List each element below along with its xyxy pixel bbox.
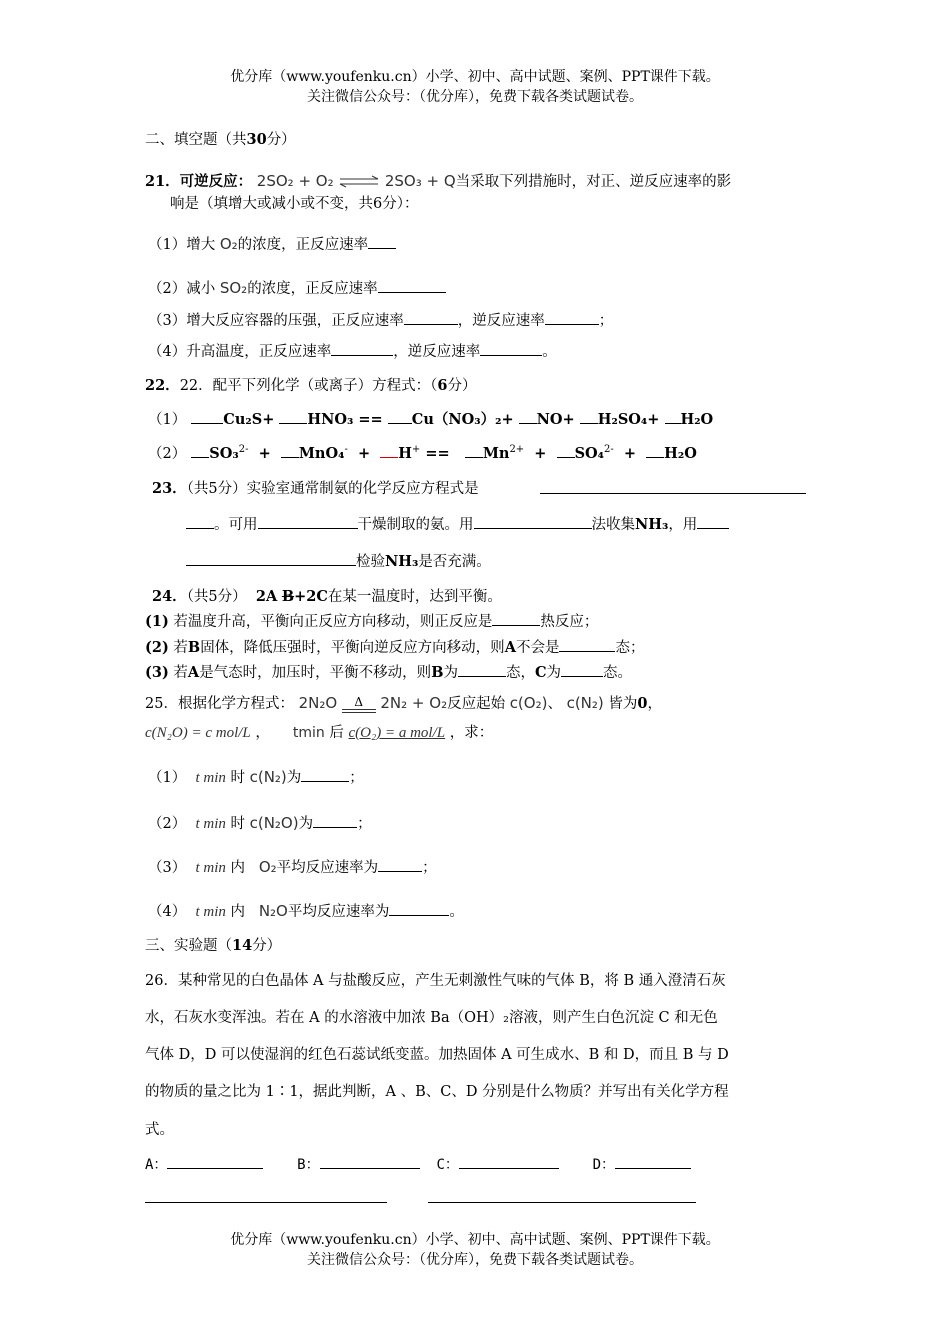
reversible-arrow-icon	[338, 175, 380, 189]
q25-item-2: （2） t min 时 c(N₂O)为 ；	[148, 814, 372, 832]
answer-blank[interactable]	[378, 870, 422, 872]
q23-line-3: 检验NH₃是否充满。	[186, 550, 491, 571]
answer-blank[interactable]	[167, 1167, 263, 1169]
footer-line-2: 关注微信公众号：（优分库），免费下载各类试题试卷。	[307, 1252, 643, 1268]
q26-line-1: 26．某种常见的白色晶体 A 与盐酸反应，产生无刺激性气味的气体 B，将 B 通入澄清石灰	[145, 973, 726, 989]
q25-stem-line-2: c(N₂O) = c mol/L ， tmin 后 c(O₂) = a mol/L ，求：	[145, 725, 494, 741]
answer-blank[interactable]	[540, 492, 806, 494]
answer-label-d: D：	[592, 1157, 616, 1173]
answer-blank[interactable]	[615, 1167, 691, 1169]
answer-label-a: A：	[145, 1157, 168, 1173]
q23-line-1: 23．（共5分）实验室通常制氨的化学反应方程式是	[152, 480, 479, 497]
answer-blank[interactable]	[389, 914, 449, 916]
answer-blank[interactable]	[404, 323, 458, 325]
q21-item-4: （4）升高温度，正反应速率 ，逆反应速率 。	[148, 344, 557, 360]
q24-item-1: (1) 若温度升高，平衡向正反应方向移动，则正反应是 热反应；	[145, 613, 599, 630]
q24-stem: 24．（共5分） 2A B+2C在某一温度时，达到平衡。	[152, 588, 502, 605]
answer-blank[interactable]	[459, 1167, 559, 1169]
answer-label-c: C：	[436, 1157, 459, 1173]
answer-blank[interactable]	[301, 780, 349, 782]
q21-equation-right: 2SO₃ + Q	[384, 172, 456, 190]
answer-blank[interactable]	[313, 826, 357, 828]
q25-item-3: （3） t min 内 O₂平均反应速率为 ；	[148, 858, 437, 876]
q26-line-3: 气体 D，D 可以使湿润的红色石蕊试纸变蓝。加热固体 A 可生成水、B 和 D，而且 B 与 D	[145, 1047, 729, 1063]
heat-arrow-icon: Δ	[342, 696, 376, 713]
q25-item-1: （1） t min 时 c(N₂)为 ；	[148, 768, 364, 786]
answer-blank[interactable]	[368, 247, 396, 249]
q26-answer-row	[145, 1154, 691, 1174]
answer-blank[interactable]	[480, 354, 542, 356]
header-line-1: 优分库（www.youfenku.cn）小学、初中、高中试题、案例、PPT课件下载。	[230, 69, 720, 85]
answer-blank[interactable]	[545, 323, 599, 325]
section-2-title: 二、填空题（共30分）	[145, 131, 296, 148]
q22-equation-1: （1） Cu₂S+ HNO₃ == Cu（NO₃）₂+ NO+ H₂SO₄+ H₂O	[148, 411, 714, 428]
q21-stem: 21．可逆反应： 2SO₂ + O₂ 2SO₃ + Q当采取下列措施时，对正、逆反应速率的影	[145, 172, 732, 190]
answer-blank[interactable]	[320, 1167, 420, 1169]
answer-blank[interactable]	[378, 291, 446, 293]
equation-answer-line-1[interactable]	[145, 1201, 387, 1203]
q22-title: 22．22．配平下列化学（或离子）方程式：（6分）	[145, 377, 477, 394]
q21-stem-line-2: 响是（填增大或减小或不变，共6分）：	[170, 196, 419, 212]
answer-blank[interactable]	[331, 354, 393, 356]
footer-line-1: 优分库（www.youfenku.cn）小学、初中、高中试题、案例、PPT课件下载。	[230, 1232, 720, 1248]
answer-label-b: B：	[297, 1157, 320, 1173]
q21-item-2: （2）减小 SO₂的浓度，正反应速率	[148, 277, 446, 298]
q26-line-2: 水，石灰水变浑浊。若在 A 的水溶液中加浓 Ba（OH）₂溶液，则产生白色沉淀 C 和无色	[145, 1010, 718, 1026]
q21-item-3: （3）增大反应容器的压强，正反应速率 ，逆反应速率 ；	[148, 313, 614, 329]
section-3-title: 三、实验题（14分）	[145, 937, 282, 954]
q24-item-3: (3) 若A是气态时，加压时，平衡不移动，则B为 态，C为 态。	[145, 664, 632, 681]
q25-item-4: （4） t min 内 N₂O平均反应速率为 。	[148, 902, 464, 920]
q22-equation-2: （2） SO₃$^{2-}$ + MnO₄- + H+ == $Mn^{2+} + SO_4^{2-} + H_2O$	[148, 444, 697, 462]
q21-item-1: （1）增大 O₂的浓度，正反应速率	[148, 233, 396, 254]
q23-line-2: 。可用 干燥制取的氨。用 法收集NH₃，用	[186, 513, 729, 534]
q25-stem: 25．根据化学方程式： 2N₂O Δ 2N₂ + O₂反应起始 c(O₂)、 c(N₂) 皆为0，	[145, 694, 662, 712]
q24-item-2: (2) 若B固体，降低压强时，平衡向逆反应方向移动，则A不会是 态；	[145, 639, 645, 656]
equilibrium-arrow-icon: B	[281, 588, 295, 605]
q21-equation-left: 2SO₂ + O₂	[256, 172, 334, 190]
q26-line-5: 式。	[145, 1122, 174, 1138]
header-line-2: 关注微信公众号：（优分库），免费下载各类试题试卷。	[307, 89, 643, 105]
equation-answer-line-2[interactable]	[428, 1201, 696, 1203]
q26-line-4: 的物质的量之比为 1∶1，据此判断，A 、B、C、D 分别是什么物质？并写出有关化学方程	[145, 1084, 729, 1100]
